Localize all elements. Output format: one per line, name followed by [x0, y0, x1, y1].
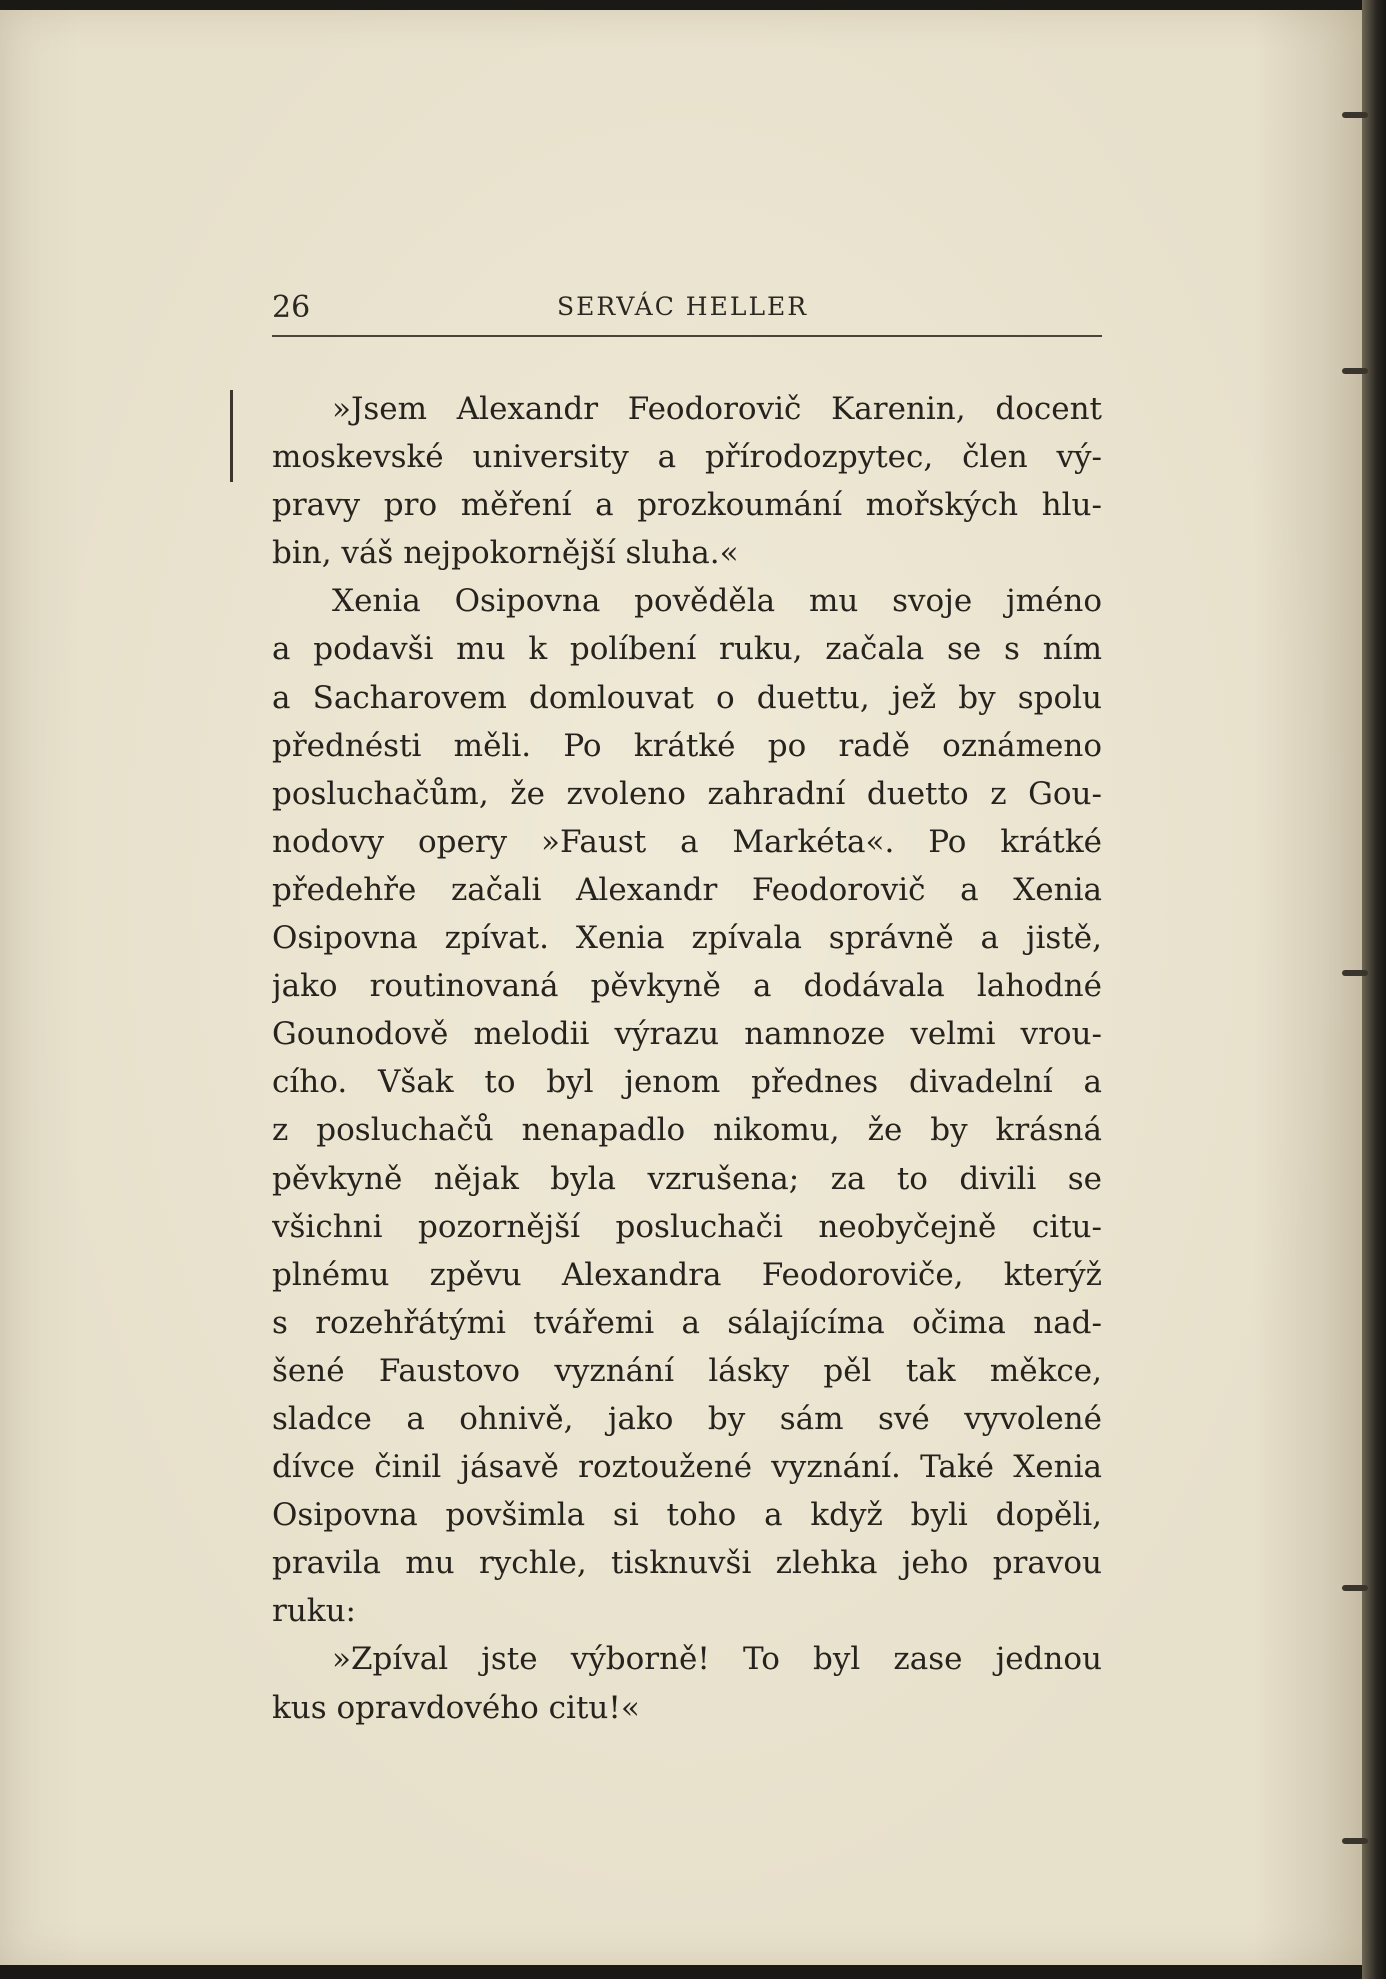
text-line: plnému zpěvu Alexandra Feodoroviče, kterýž — [272, 1256, 1102, 1293]
text-line: z posluchačů nenapadlo nikomu, že by krásná — [272, 1112, 1102, 1149]
text-line: šené Faustovo vyznání lásky pěl tak měkce, — [272, 1352, 1102, 1389]
text-line: posluchačům, že zvoleno zahradní duetto z Gou- — [272, 775, 1102, 812]
binding-thread — [1342, 112, 1368, 118]
text-line: pěvkyně nějak byla vzrušena; za to divili se — [272, 1160, 1102, 1197]
binding-thread — [1342, 368, 1368, 374]
body-text — [272, 385, 1102, 1732]
text-line: předehře začali Alexandr Feodorovič a Xenia — [272, 871, 1102, 908]
running-head-title: SERVÁC HELLER — [557, 292, 809, 321]
text-line: moskevské university a přírodozpytec, člen vý- — [272, 439, 1102, 476]
text-line: kus opravdového citu!« — [272, 1689, 640, 1726]
page-number: 26 — [272, 290, 311, 325]
book-page — [0, 10, 1362, 1965]
text-line: s rozehřátými tvářemi a sálajícíma očima nad- — [272, 1304, 1102, 1341]
text-line: nodovy opery »Faust a Markéta«. Po krátké — [272, 823, 1102, 860]
text-line: cího. Však to byl jenom přednes divadelní a — [272, 1064, 1102, 1101]
paragraph — [272, 1635, 1102, 1731]
text-line: a podavši mu k políbení ruku, začala se s ním — [272, 631, 1102, 668]
header-rule — [272, 335, 1102, 337]
text-line: Osipovna zpívat. Xenia zpívala správně a jistě, — [272, 920, 1102, 957]
margin-mark — [230, 390, 233, 482]
text-line: pravila mu rychle, tisknuvši zlehka jeho pravou — [272, 1545, 1102, 1582]
book-spine — [1362, 0, 1386, 1979]
text-line: přednésti měli. Po krátké po radě oznámeno — [272, 727, 1102, 764]
paragraph — [272, 577, 1102, 1635]
text-line: Osipovna povšimla si toho a když byli dopěli, — [272, 1497, 1102, 1534]
text-line: ruku: — [272, 1593, 356, 1630]
text-line: a Sacharovem domlouvat o duettu, jež by spolu — [272, 679, 1102, 716]
text-line: pravy pro měření a prozkoumání mořských hlu- — [272, 487, 1102, 524]
binding-thread — [1342, 970, 1368, 976]
binding-thread — [1342, 1838, 1368, 1844]
text-line: sladce a ohnivě, jako by sám své vyvolené — [272, 1400, 1102, 1437]
text-line: všichni pozornější posluchači neobyčejně citu- — [272, 1208, 1102, 1245]
text-line: Gounodově melodii výrazu namnoze velmi vrou- — [272, 1016, 1102, 1053]
paragraph — [272, 385, 1102, 577]
binding-thread — [1342, 1585, 1368, 1591]
text-line: dívce činil jásavě roztoužené vyznání. Také Xenia — [272, 1449, 1102, 1486]
text-line: jako routinovaná pěvkyně a dodávala lahodné — [272, 968, 1102, 1005]
text-line: »Zpíval jste výborně! To byl zase jednou — [332, 1641, 1102, 1678]
text-line: »Jsem Alexandr Feodorovič Karenin, docent — [332, 391, 1102, 427]
running-head — [272, 290, 1102, 330]
text-line: bin, váš nejpokornější sluha.« — [272, 535, 739, 572]
text-line: Xenia Osipovna pověděla mu svoje jméno — [332, 583, 1102, 620]
